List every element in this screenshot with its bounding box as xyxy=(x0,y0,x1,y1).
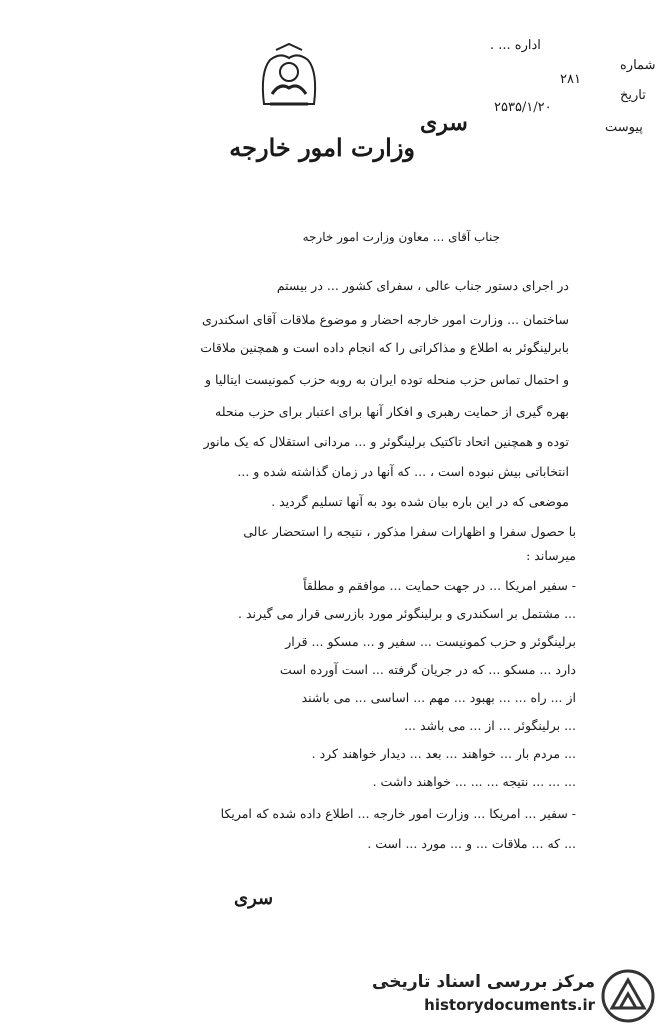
watermark-title: مرکز بررسی اسناد تاریخی xyxy=(372,972,595,992)
body-line: ... برلینگوئر ... از ... می باشد ... xyxy=(404,718,576,733)
meta-number: ۲۸۱ xyxy=(560,72,581,87)
body-line: برلینگوئر و حزب کمونیست ... سفیر و ... مسکو ... قرار xyxy=(285,634,576,649)
classification-bottom: سری xyxy=(234,888,274,909)
body-line: - سفیر امریکا ... در جهت حمایت ... موافقم و مطلقاً xyxy=(303,578,576,593)
body-line: انتخاباتی بیش نبوده است ، ... که آنها در زمان گذاشته شده و ... xyxy=(237,464,569,479)
body-line: ... که ... ملاقات ... و ... مورد ... است . xyxy=(367,836,576,851)
body-line: در اجرای دستور جناب عالی ، سفرای کشور ... در بیستم xyxy=(276,278,569,293)
body-line: دارد ... مسکو ... که در جریان گرفته ... است آورده است xyxy=(279,662,576,677)
body-line: ... مشتمل بر اسکندری و برلینگوئر مورد بازرسی قرار می گیرند . xyxy=(238,606,576,621)
body-line: و احتمال تماس حزب منحله توده ایران به روبه حزب کمونیست ایتالیا و xyxy=(205,372,569,387)
body-line: بابرلینگوئر به اطلاع و مذاکراتی را که انجام داده است و همچنین ملاقات xyxy=(200,340,569,355)
body-line: ... ... ... نتیجه ... ... ... خواهند داشت . xyxy=(372,774,576,789)
lion-and-sun-emblem xyxy=(250,42,328,114)
body-line: میرساند : xyxy=(526,548,576,563)
body-line: ... مردم بار ... خواهند ... بعد ... دیدار خواهند کرد . xyxy=(311,746,576,761)
meta-label-attachment: پیوست xyxy=(605,120,643,135)
meta-label-number: شماره xyxy=(620,58,656,73)
watermark-logo-icon xyxy=(600,968,656,1024)
body-line: ساختمان ... وزارت امور خارجه احضار و موضوع ملاقات آقای اسکندری xyxy=(201,312,569,327)
body-line: - سفیر ... امریکا ... وزارت امور خارجه ... اطلاع داده شده که امریکا xyxy=(220,806,576,821)
meta-date: ۲۵۳۵/۱/۲۰ xyxy=(494,100,552,115)
body-line: توده و همچنین اتحاد تاکتیک برلینگوئر و ... مردانی استقلال که یک مانور xyxy=(203,434,569,449)
classification-top: سری xyxy=(420,110,468,136)
body-line: با حصول سفرا و اظهارات سفرا مذکور ، نتیجه را استحضار عالی xyxy=(243,524,576,539)
body-line: بهره گیری از حمایت رهبری و افکار آنها برای اعتبار برای حزب منحله xyxy=(215,404,569,419)
body-line: از ... راه ... ... بهبود ... مهم ... اساسی ... می باشند xyxy=(301,690,576,705)
body-line: موضعی که در این باره بیان شده بود به آنها تسلیم گردید . xyxy=(271,494,569,509)
watermark-url: historydocuments.ir xyxy=(424,996,595,1014)
address-line: جناب آقای ... معاون وزارت امور خارجه xyxy=(302,230,500,244)
ministry-title: وزارت امور خارجه xyxy=(229,133,415,162)
meta-label-date: تاریخ xyxy=(620,88,646,103)
meta-top: اداره ... . xyxy=(490,38,541,53)
